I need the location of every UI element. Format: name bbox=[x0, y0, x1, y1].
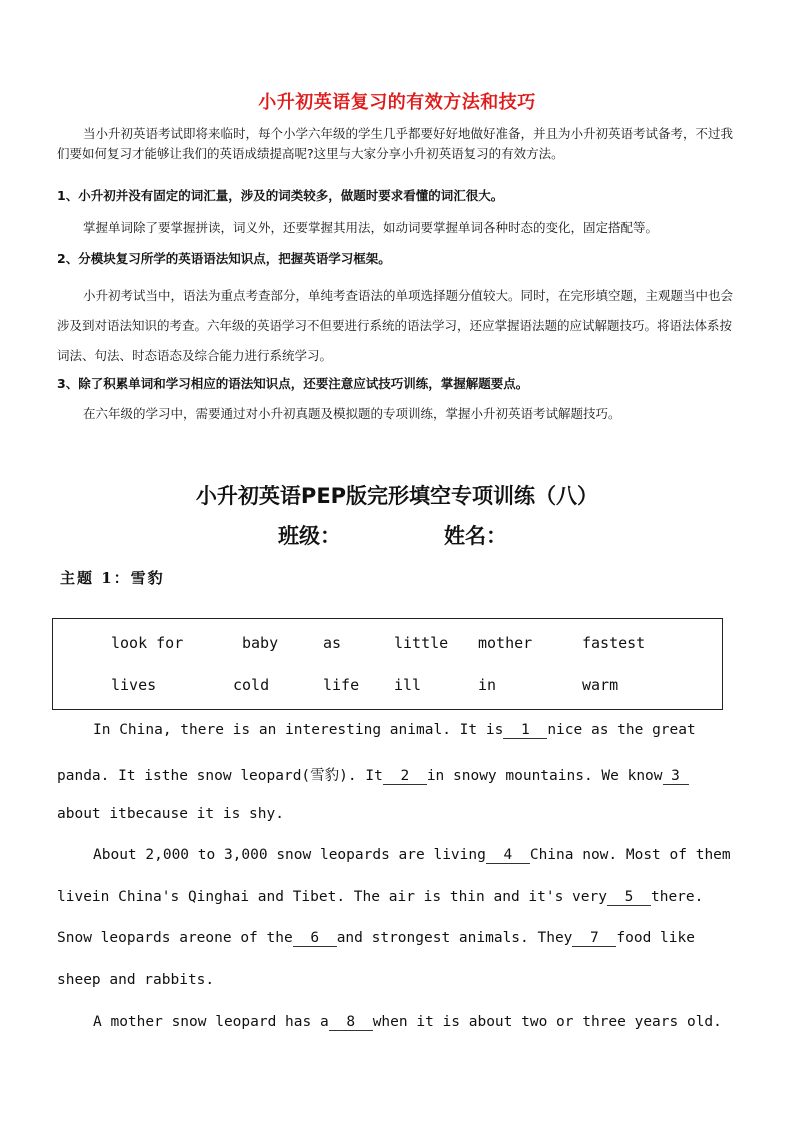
class-label: 班级： bbox=[278, 524, 341, 548]
passage-text: sheep and rabbits. bbox=[57, 972, 215, 988]
blank-3[interactable]: 3 bbox=[663, 768, 689, 785]
blank-2[interactable]: 2 bbox=[383, 768, 427, 785]
intro-paragraph-3: 小升初考试当中，语法为重点考查部分，单纯考查语法的单项选择题分值较大。同时，在完形填空题，主观题当中也会涉及到对语法知识的考查。六年级的英语学习不但要进行系统的语法学习，还应掌握语法题的应试解题技巧。将语法体系按词法、句法、时态语态及综合能力进行系统学习。 bbox=[57, 288, 734, 363]
passage-line-5 bbox=[57, 889, 739, 906]
passage-text: About 2,000 to 3,000 snow leopards are living bbox=[93, 847, 486, 863]
worksheet-title: 小升初英语PEP版完形填空专项训练（八） bbox=[195, 484, 599, 508]
intro-heading-3: 3、除了积累单词和学习相应的语法知识点，还要注意应试技巧训练，掌握解题要点。 bbox=[57, 376, 529, 391]
intro-paragraph-2: 掌握单词除了要掌握拼读，词义外，还要掌握其用法，如动词要掌握单词各种时态的变化，固定搭配等。 bbox=[83, 220, 659, 235]
word-bank-item: lives bbox=[111, 676, 157, 694]
word-bank-item: in bbox=[478, 676, 497, 694]
blank-1[interactable]: 1 bbox=[503, 722, 547, 739]
intro-paragraph-1: 当小升初英语考试即将来临时，每个小学六年级的学生几乎都要好好地做好准备，并且为小升初英语考试备考，不过我们要如何复习才能够让我们的英语成绩提高呢?这里与大家分享小升初英语复习的有效方法。 bbox=[57, 126, 734, 161]
name-label: 姓名： bbox=[444, 524, 507, 548]
word-bank-item: life bbox=[323, 676, 360, 694]
word-bank-item: little bbox=[394, 634, 449, 652]
passage-text: and strongest animals. They bbox=[336, 930, 573, 946]
passage-text: food like bbox=[616, 930, 695, 946]
intro-heading-2: 2、分模块复习所学的英语语法知识点，把握英语学习框架。 bbox=[57, 251, 391, 266]
passage-text: China now. Most of them bbox=[529, 847, 731, 863]
passage-line-8 bbox=[93, 1014, 775, 1031]
word-bank-item: mother bbox=[478, 634, 533, 652]
word-bank-item: look for bbox=[111, 634, 184, 652]
intro-heading-1: 1、小升初并没有固定的词汇量，涉及的词类较多，做题时要求看懂的词汇很大。 bbox=[57, 188, 504, 203]
passage-text: panda. It isthe snow leopard(雪豹). It bbox=[57, 768, 383, 784]
topic-heading: 主题 1：雪豹 bbox=[60, 569, 165, 587]
word-bank-item: as bbox=[323, 634, 342, 652]
class-name-line bbox=[0, 520, 794, 548]
blank-5[interactable]: 5 bbox=[607, 889, 651, 906]
passage-line-7 bbox=[57, 972, 739, 988]
intro-title: 小升初英语复习的有效方法和技巧 bbox=[258, 92, 536, 113]
passage-text: there. bbox=[650, 889, 704, 905]
passage-text: nice as the great bbox=[547, 722, 696, 738]
blank-7[interactable]: 7 bbox=[572, 930, 616, 947]
word-bank-item: ill bbox=[394, 676, 422, 694]
word-bank-item: baby bbox=[242, 634, 279, 652]
passage-line-1 bbox=[93, 722, 739, 739]
passage-text: In China, there is an interesting animal. It is bbox=[93, 722, 504, 738]
passage-text: A mother snow leopard has a bbox=[93, 1014, 329, 1030]
word-bank bbox=[52, 618, 723, 710]
passage-text: about itbecause it is shy. bbox=[57, 806, 284, 822]
passage-text: in snowy mountains. We know bbox=[426, 768, 663, 784]
passage-line-3 bbox=[57, 806, 739, 822]
passage-text: livein China's Qinghai and Tibet. The air is thin and it's very bbox=[57, 889, 607, 905]
passage-text: when it is about two or three years old. bbox=[372, 1014, 722, 1030]
passage-line-4 bbox=[93, 847, 775, 864]
passage-text: Snow leopards areone of the bbox=[57, 930, 293, 946]
intro-paragraph-4: 在六年级的学习中，需要通过对小升初真题及模拟题的专项训练，掌握小升初英语考试解题技巧。 bbox=[83, 406, 621, 421]
passage-line-2 bbox=[57, 764, 739, 785]
blank-8[interactable]: 8 bbox=[329, 1014, 373, 1031]
word-bank-item: warm bbox=[582, 676, 619, 694]
word-bank-item: cold bbox=[233, 676, 270, 694]
passage-line-6 bbox=[57, 930, 739, 947]
word-bank-item: fastest bbox=[582, 634, 646, 652]
blank-6[interactable]: 6 bbox=[293, 930, 337, 947]
blank-4[interactable]: 4 bbox=[486, 847, 530, 864]
